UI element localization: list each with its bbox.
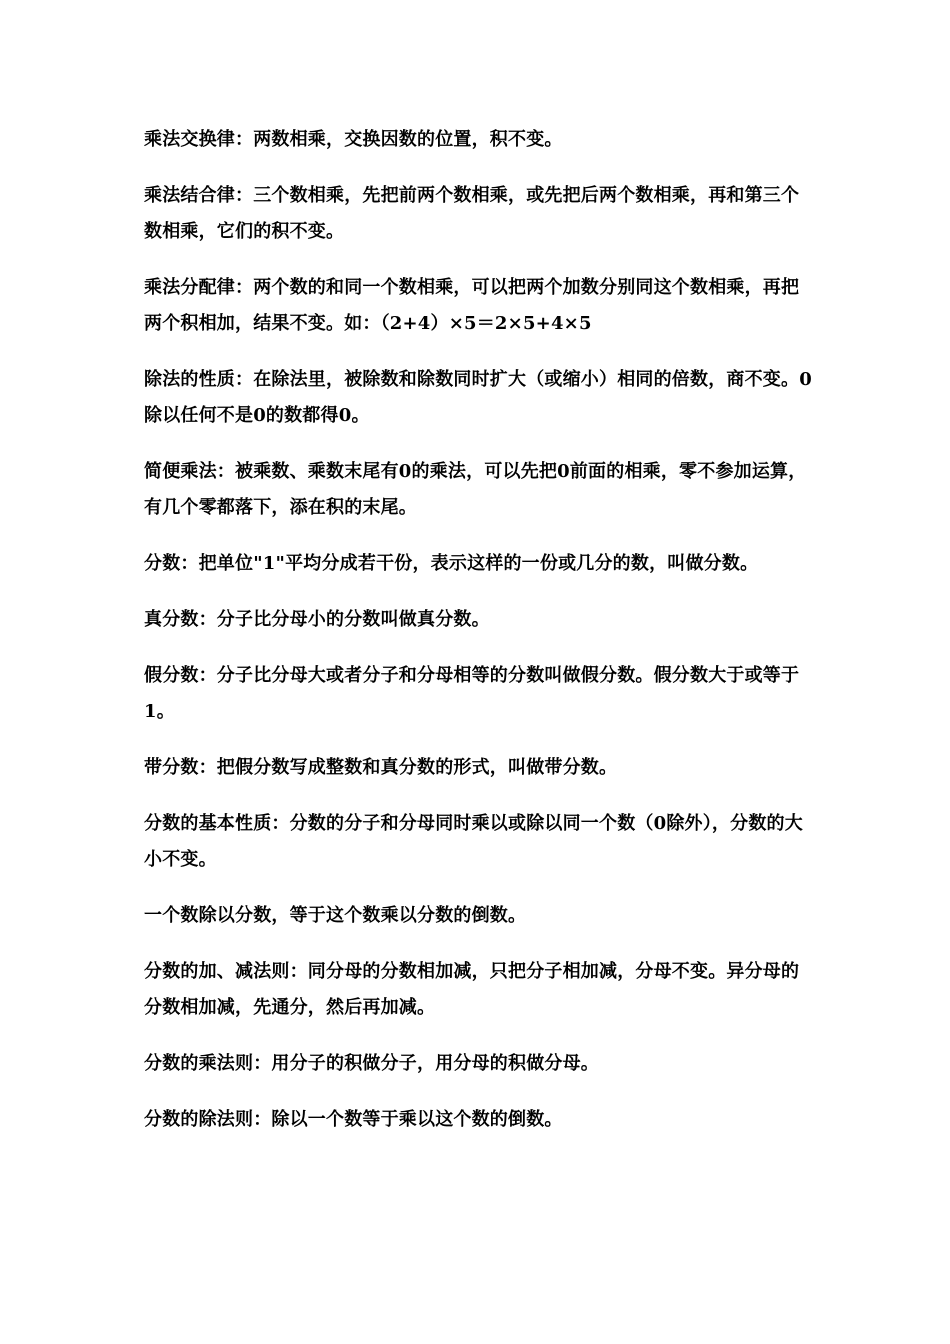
paragraph-improper-fraction: 假分数：分子比分母大或者分子和分母相等的分数叫做假分数。假分数大于或等于1。 [144, 665, 800, 722]
paragraph-multiplication-commutative: 乘法交换律：两数相乘，交换因数的位置，积不变。 [144, 129, 563, 150]
paragraph-proper-fraction: 真分数：分子比分母小的分数叫做真分数。 [144, 609, 490, 630]
paragraph-fraction-multiply: 分数的乘法则：用分子的积做分子，用分母的积做分母。 [144, 1053, 599, 1074]
paragraph-mixed-number: 带分数：把假分数写成整数和真分数的形式，叫做带分数。 [144, 757, 618, 778]
paragraph-multiplication-distributive: 乘法分配律：两个数的和同一个数相乘，可以把两个加数分别同这个数相乘，再把两个积相加，结果不变。如：（2+4）×5＝2×5+4×5 [144, 277, 800, 334]
paragraph-simple-multiplication: 简便乘法：被乘数、乘数末尾有0的乘法，可以先把0前面的相乘，零不参加运算，有几个零都落下，添在积的末尾。 [144, 461, 807, 518]
paragraph-fraction-basic-property: 分数的基本性质：分数的分子和分母同时乘以或除以同一个数（0除外），分数的大小不变。 [144, 813, 803, 870]
paragraph-fraction-divide: 分数的除法则：除以一个数等于乘以这个数的倒数。 [144, 1109, 563, 1130]
paragraph-division-property: 除法的性质：在除法里，被除数和除数同时扩大（或缩小）相同的倍数，商不变。0除以任何不是0的数都得0。 [144, 369, 812, 426]
paragraph-multiplication-associative: 乘法结合律：三个数相乘，先把前两个数相乘，或先把后两个数相乘，再和第三个数相乘，它们的积不变。 [144, 185, 800, 242]
document-body [144, 122, 816, 1158]
paragraph-divide-by-fraction: 一个数除以分数，等于这个数乘以分数的倒数。 [144, 905, 527, 926]
paragraph-fraction-add-subtract: 分数的加、减法则：同分母的分数相加减，只把分子相加减，分母不变。异分母的分数相加减，先通分，然后再加减。 [144, 961, 800, 1018]
paragraph-fraction-definition: 分数：把单位"1"平均分成若干份，表示这样的一份或几分的数，叫做分数。 [144, 553, 759, 574]
